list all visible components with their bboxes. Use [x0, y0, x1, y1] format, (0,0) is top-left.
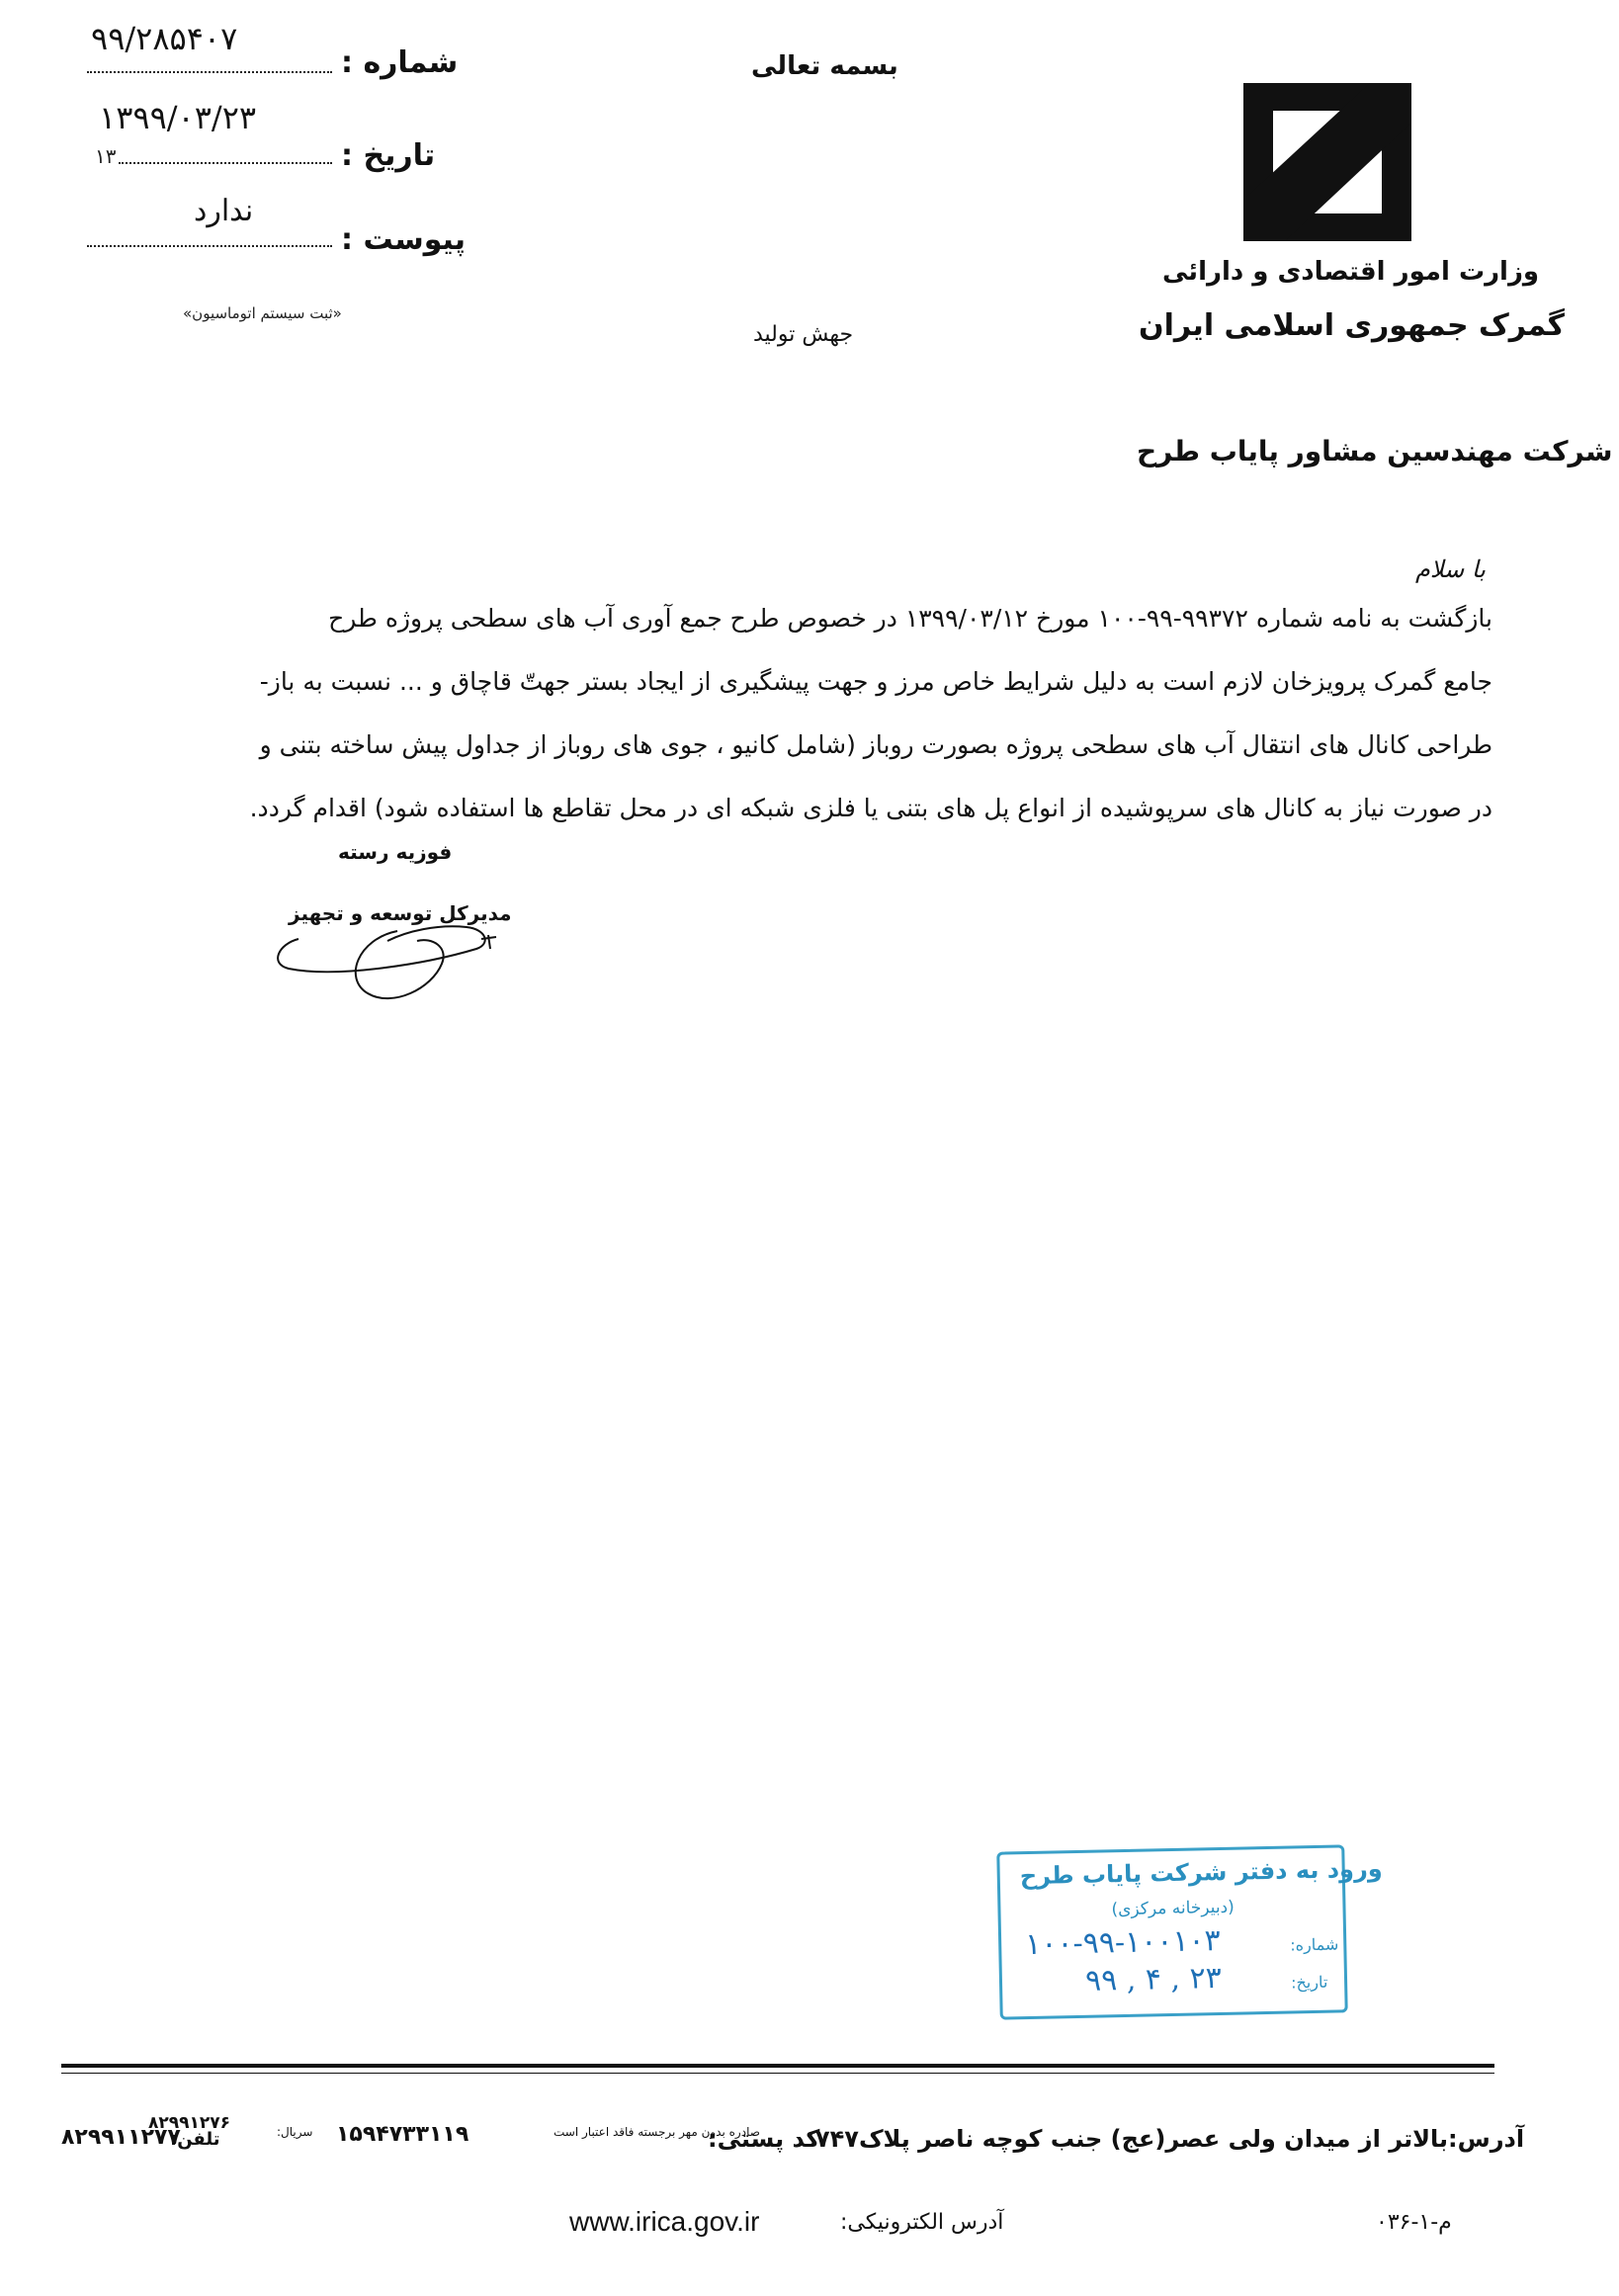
attachment-dots	[87, 245, 332, 247]
footer-phone-value: ۸۲۹۹۱۱۲۷۷	[61, 2125, 181, 2150]
footer-website-label: آدرس الکترونیکی:	[840, 2210, 1004, 2235]
footer-rule-thin	[61, 2073, 1494, 2074]
footer-rule-thick	[61, 2064, 1494, 2068]
letter-date-dots	[119, 162, 332, 164]
footer-fax-value: ۸۲۹۹۱۲۷۶	[148, 2113, 231, 2133]
letter-number-dots	[87, 71, 332, 73]
footer-fine-print: صادره بدون مهر برجسته فاقد اعتبار است	[554, 2125, 760, 2139]
received-stamp	[996, 1844, 1383, 2019]
greeting: با سلام	[1415, 555, 1486, 583]
stamp-date-value: ۹۹ , ۴ , ۲۳	[1084, 1960, 1223, 1998]
letter-date-prefix: ۱۳	[95, 144, 117, 168]
footer-serial-label: سریال:	[277, 2125, 313, 2139]
attachment-label: پیوست :	[341, 222, 467, 257]
letter-date-value: ۱۳۹۹/۰۳/۲۳	[99, 99, 257, 136]
recipient-name: شرکت مهندسین مشاور پایاب طرح	[1137, 435, 1613, 468]
body-line: طراحی کانال های انتقال آب های سطحی پروژه بصورت روباز (شامل کانیو ، جوی های روباز از جداول پیش ساخته بتنی و	[259, 730, 1492, 759]
footer-postal-code: ۱۵۹۴۷۳۳۱۱۹	[336, 2122, 469, 2147]
letter-date-label: تاریخ :	[341, 138, 436, 173]
basmala: بسمه تعالی	[751, 51, 898, 81]
body-line: بازگشت به نامه شماره ۹۹۳۷۲-۹۹-۱۰۰ مورخ ۱۳۹۹/۰۳/۱۲ در خصوص طرح جمع آوری آب های سطحی پروژه طرح	[328, 604, 1492, 633]
form-code: م-۱-۰۳۶	[1376, 2210, 1452, 2235]
footer-website[interactable]: www.irica.gov.ir	[569, 2206, 760, 2237]
footer-postal-label: کد پستی:	[708, 2125, 820, 2153]
stamp-subtitle: (دبیرخانه مرکزی)	[1111, 1897, 1235, 1920]
ministry-name: وزارت امور اقتصادی و دارائی	[1162, 257, 1540, 287]
body-line: جامع گمرک پرویزخان لازم است به دلیل شرایط خاص مرز و جهت پیشگیری از ایجاد بستر جهتّ قاچاق و ... نسبت به باز-	[259, 667, 1492, 696]
signatory-name: فوزیه رسته	[338, 840, 453, 864]
attachment-value: ندارد	[194, 194, 254, 228]
automation-note: «ثبت سیستم اتوماسیون»	[183, 304, 342, 322]
signatory-title: مدیرکل توسعه و تجهیز	[289, 901, 512, 925]
body-line: در صورت نیاز به کانال های سرپوشیده از انواع پل های بتنی یا فلزی شبکه ای در محل تقاطع ها استفاده شود) اقدام گردد.	[249, 794, 1492, 822]
footer-address: آدرس:بالاتر از میدان ولی عصر(عج) جنب کوچه ناصر پلاک۷۴۷	[815, 2125, 1525, 2153]
letter-number-value: ۹۹/۲۸۵۴۰۷	[91, 20, 238, 57]
stamp-number-value: ۱۰۰-۹۹-۱۰۰۱۰۳	[1024, 1922, 1222, 1963]
stamp-number-label: شماره:	[1290, 1934, 1339, 1955]
stamp-date-label: تاریخ:	[1290, 1972, 1328, 1993]
letter-number-label: شماره :	[341, 45, 459, 80]
handwritten-signature-icon	[259, 870, 516, 1018]
footer-phone-label: تلفن:	[170, 2129, 220, 2150]
organization-name: گمرک جمهوری اسلامی ایران	[1139, 308, 1565, 343]
stamp-title: ورود به دفتر شرکت پایاب طرح	[1019, 1854, 1383, 1891]
irica-logo-icon	[1243, 83, 1411, 241]
department-label: جهش تولید	[753, 322, 854, 347]
letter-body	[99, 587, 1492, 840]
